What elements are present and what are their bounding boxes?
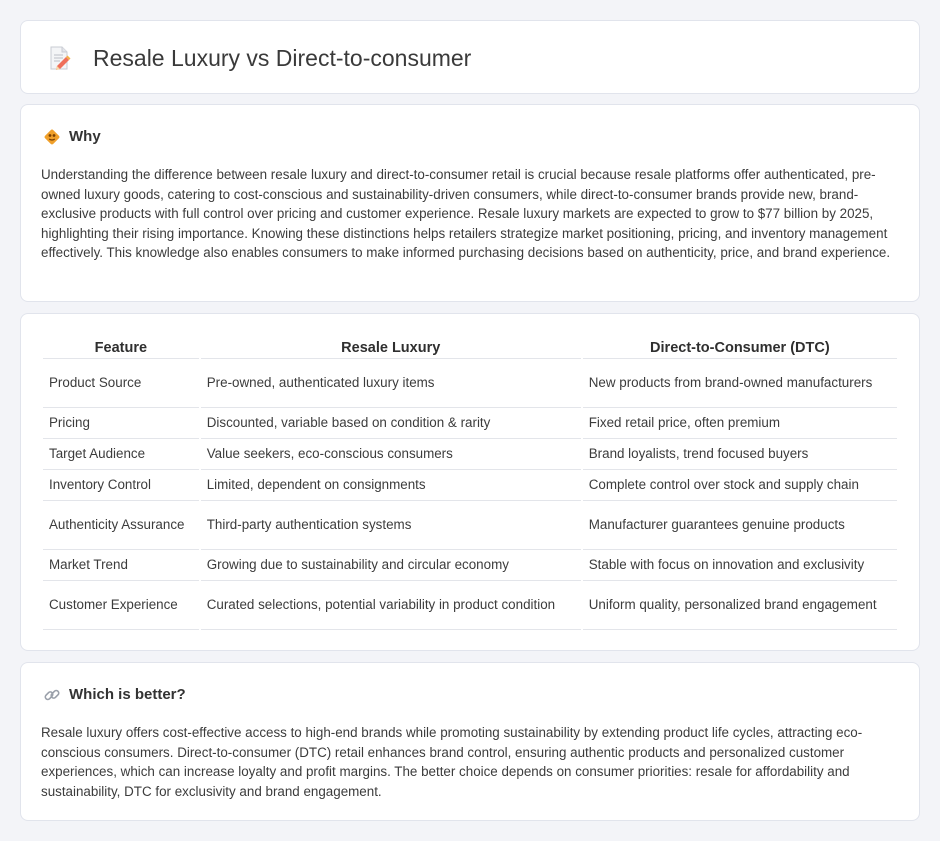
feature-cell: Customer Experience: [43, 581, 199, 630]
better-title: Which is better?: [69, 686, 186, 703]
table-row: [43, 501, 897, 550]
which-is-better-card: [20, 662, 920, 821]
feature-cell: Inventory Control: [43, 470, 199, 501]
header-dtc: Direct-to-Consumer (DTC): [583, 334, 897, 359]
resale-cell: Curated selections, potential variability in product condition: [201, 581, 581, 630]
dtc-cell: Fixed retail price, often premium: [583, 408, 897, 439]
feature-cell: Target Audience: [43, 439, 199, 470]
dtc-cell: Manufacturer guarantees genuine products: [583, 501, 897, 550]
dtc-cell: Brand loyalists, trend focused buyers: [583, 439, 897, 470]
why-text: Understanding the difference between resale luxury and direct-to-consumer retail is crucial because resale platforms offer authenticated, pre-owned luxury goods, catering to cost-conscious and sustainability-driven consumers, while direct-to-consumer brands provide new, brand-exclusive products with full control over pricing and customer experience. Resale luxury markets are expected to grow to $77 billion by 2025, highlighting their rising importance. Knowing these distinctions helps retailers strategize market positioning, pricing, and inventory management effectively. This knowledge also enables consumers to make informed purchasing decisions based on authenticity, price, and brand experience.: [41, 167, 891, 261]
table-row: [43, 581, 897, 630]
dtc-cell: New products from brand-owned manufacturers: [583, 359, 897, 408]
table-row: [43, 470, 897, 501]
why-title: Why: [69, 128, 101, 145]
feature-cell: Market Trend: [43, 550, 199, 581]
why-heading: [43, 128, 101, 146]
better-text: Resale luxury offers cost-effective access to high-end brands while promoting sustainability by extending product life cycles, attracting eco-conscious consumers. Direct-to-consumer (DTC) retail enhances brand control, ensuring authentic products and personalized customer experiences, which can increase loyalty and profit margins. The better choice depends on consumer priorities: resale for affordability and sustainability, DTC for exclusivity and brand engagement.: [41, 725, 863, 799]
resale-cell: Growing due to sustainability and circular economy: [201, 550, 581, 581]
table-row: [43, 408, 897, 439]
resale-cell: Discounted, variable based on condition & rarity: [201, 408, 581, 439]
table-header-row: [43, 334, 897, 359]
document-pencil-icon: [45, 44, 73, 72]
page-title: Resale Luxury vs Direct-to-consumer: [93, 45, 472, 71]
better-heading: [43, 686, 186, 704]
feature-cell: Authenticity Assurance: [43, 501, 199, 550]
header-feature: Feature: [43, 334, 199, 359]
dtc-cell: Complete control over stock and supply chain: [583, 470, 897, 501]
comparison-card: [20, 313, 920, 651]
diamond-sign-icon: [43, 128, 61, 146]
resale-cell: Pre-owned, authenticated luxury items: [201, 359, 581, 408]
header-resale-luxury: Resale Luxury: [201, 334, 581, 359]
dtc-cell: Stable with focus on innovation and exclusivity: [583, 550, 897, 581]
table-row: [43, 359, 897, 408]
resale-cell: Value seekers, eco-conscious consumers: [201, 439, 581, 470]
link-icon: [43, 686, 61, 704]
table-row: [43, 439, 897, 470]
title-card: [20, 20, 920, 94]
title-row: [45, 42, 471, 74]
resale-cell: Third-party authentication systems: [201, 501, 581, 550]
feature-cell: Pricing: [43, 408, 199, 439]
why-card: [20, 104, 920, 302]
comparison-table: [41, 334, 899, 630]
table-row: [43, 550, 897, 581]
dtc-cell: Uniform quality, personalized brand engagement: [583, 581, 897, 630]
feature-cell: Product Source: [43, 359, 199, 408]
resale-cell: Limited, dependent on consignments: [201, 470, 581, 501]
